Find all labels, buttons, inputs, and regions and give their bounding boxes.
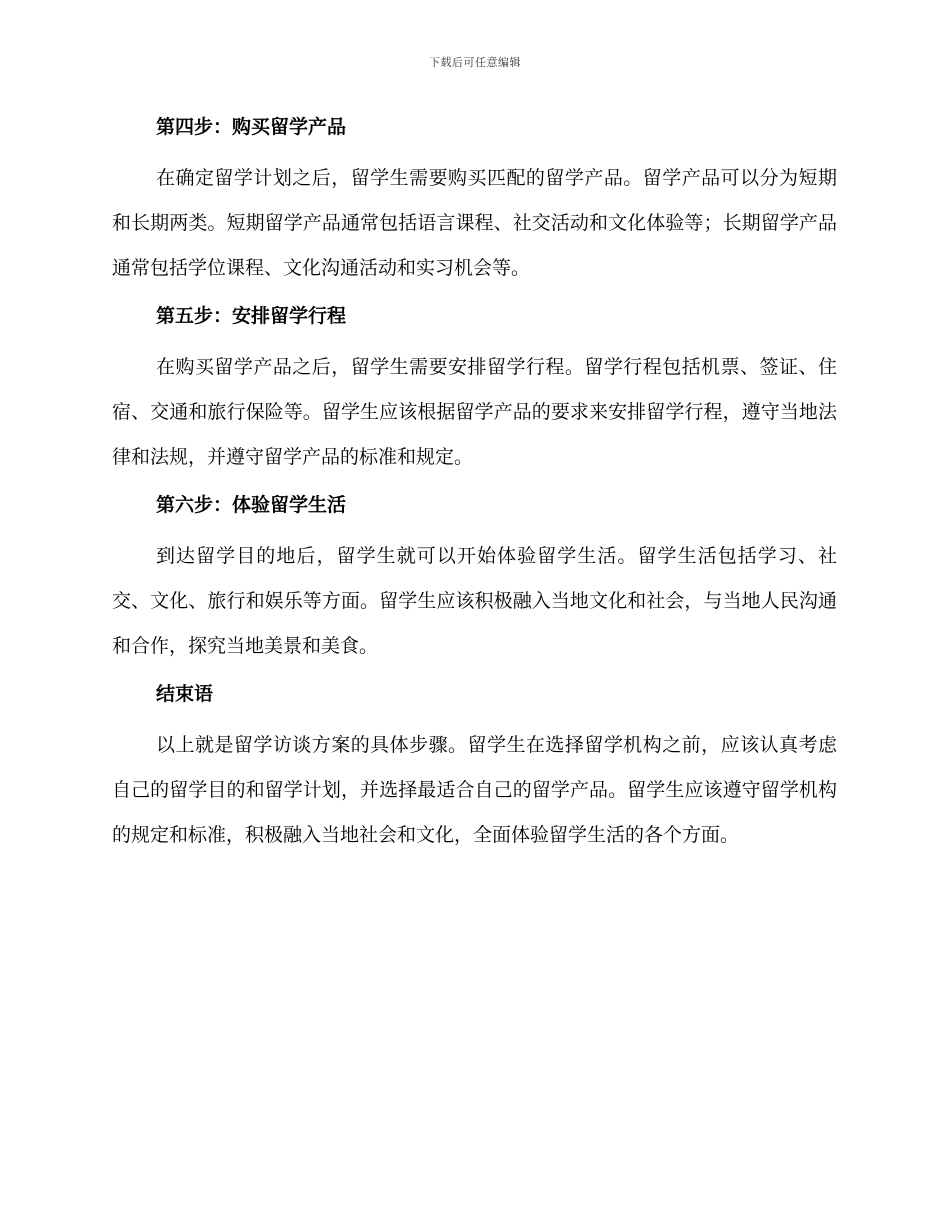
section-paragraph: 在确定留学计划之后，留学生需要购买匹配的留学产品。留学产品可以分为短期和长期两类。短期留学产品通常包括语言课程、社交活动和文化体验等；长期留学产品通常包括学位课程、文化沟通活动和实习机会等。 [112, 167, 837, 279]
document-body [112, 112, 837, 858]
section-step-6 [112, 490, 837, 679]
section-heading: 第四步：购买留学产品 [156, 116, 347, 138]
section-conclusion [112, 679, 837, 858]
section-paragraph: 以上就是留学访谈方案的具体步骤。留学生在选择留学机构之前，应该认真考虑自己的留学目的和留学计划，并选择最适合自己的留学产品。留学生应该遵守留学机构的规定和标准，积极融入当地社会和文化，全面体验留学生活的各个方面。 [112, 734, 837, 846]
section-heading: 结束语 [156, 683, 214, 705]
section-step-4 [112, 112, 837, 301]
section-heading: 第六步：体验留学生活 [156, 494, 347, 516]
page-header: 下载后可任意编辑 [429, 56, 521, 69]
section-step-5 [112, 301, 837, 490]
section-paragraph: 在购买留学产品之后，留学生需要安排留学行程。留学行程包括机票、签证、住宿、交通和旅行保险等。留学生应该根据留学产品的要求来安排留学行程，遵守当地法律和法规，并遵守留学产品的标准和规定。 [112, 356, 837, 468]
section-heading: 第五步：安排留学行程 [156, 305, 347, 327]
section-paragraph: 到达留学目的地后，留学生就可以开始体验留学生活。留学生活包括学习、社交、文化、旅行和娱乐等方面。留学生应该积极融入当地文化和社会，与当地人民沟通和合作，探究当地美景和美食。 [112, 545, 837, 657]
